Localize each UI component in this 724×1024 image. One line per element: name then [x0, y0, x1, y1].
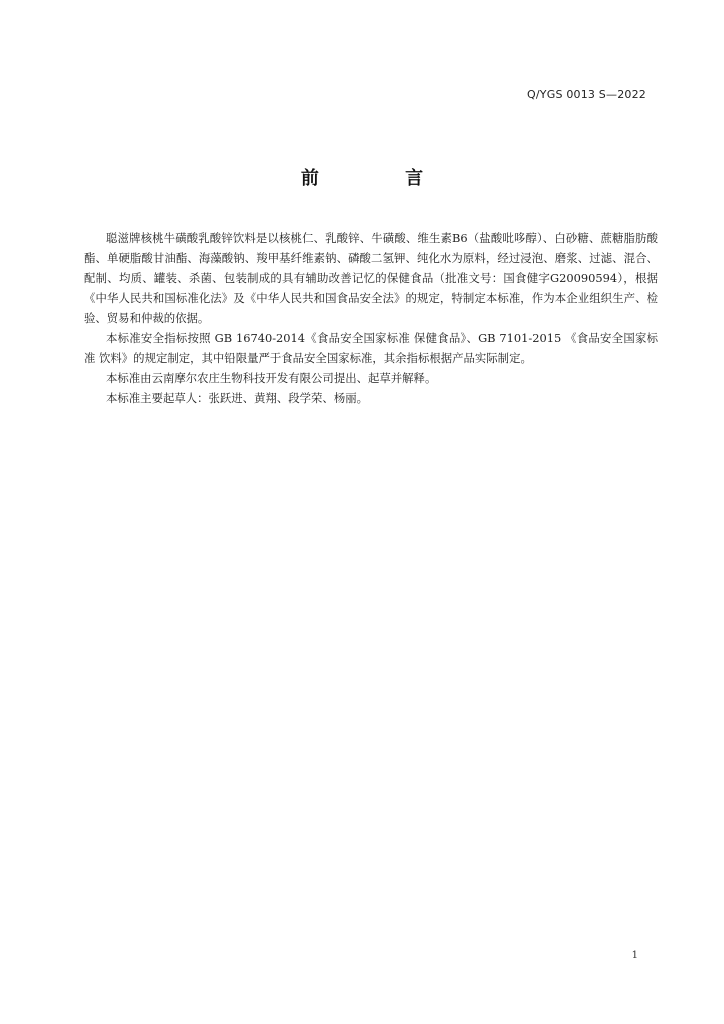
standard-code: Q/YGS 0013 S—2022	[527, 88, 646, 101]
page-title: 前 言	[300, 168, 464, 189]
foreword-body	[84, 228, 658, 408]
paragraph-drafters: 本标准主要起草人：张跃进、黄翔、段学荣、杨丽。	[106, 391, 368, 405]
page-number: 1	[631, 950, 638, 961]
paragraph-proposer: 本标准由云南摩尔农庄生物科技开发有限公司提出、起草并解释。	[106, 371, 437, 385]
paragraph-safety-indicators: 本标准安全指标按照 GB 16740-2014《食品安全国家标准 保健食品》、GB 7101-2015 《食品安全国家标准 饮料》的规定制定，其中铅限量严于食品安全国家标准，其余指标根据产品实际制定。	[84, 331, 658, 365]
paragraph-product-description: 聪滋牌核桃牛磺酸乳酸锌饮料是以核桃仁、乳酸锌、牛磺酸、维生素B6（盐酸吡哆醇）、白砂糖、蔗糖脂肪酸酯、单硬脂酸甘油酯、海藻酸钠、羧甲基纤维素钠、磷酸二氢钾、纯化水为原料，经过浸泡、磨浆、过滤、混合、配制、均质、罐装、杀菌、包装制成的具有辅助改善记忆的保健食品（批准文号：国食健字G20090594），根据《中华人民共和国标准化法》及《中华人民共和国食品安全法》的规定，特制定本标准，作为本企业组织生产、检验、贸易和仲裁的依据。	[84, 231, 658, 325]
